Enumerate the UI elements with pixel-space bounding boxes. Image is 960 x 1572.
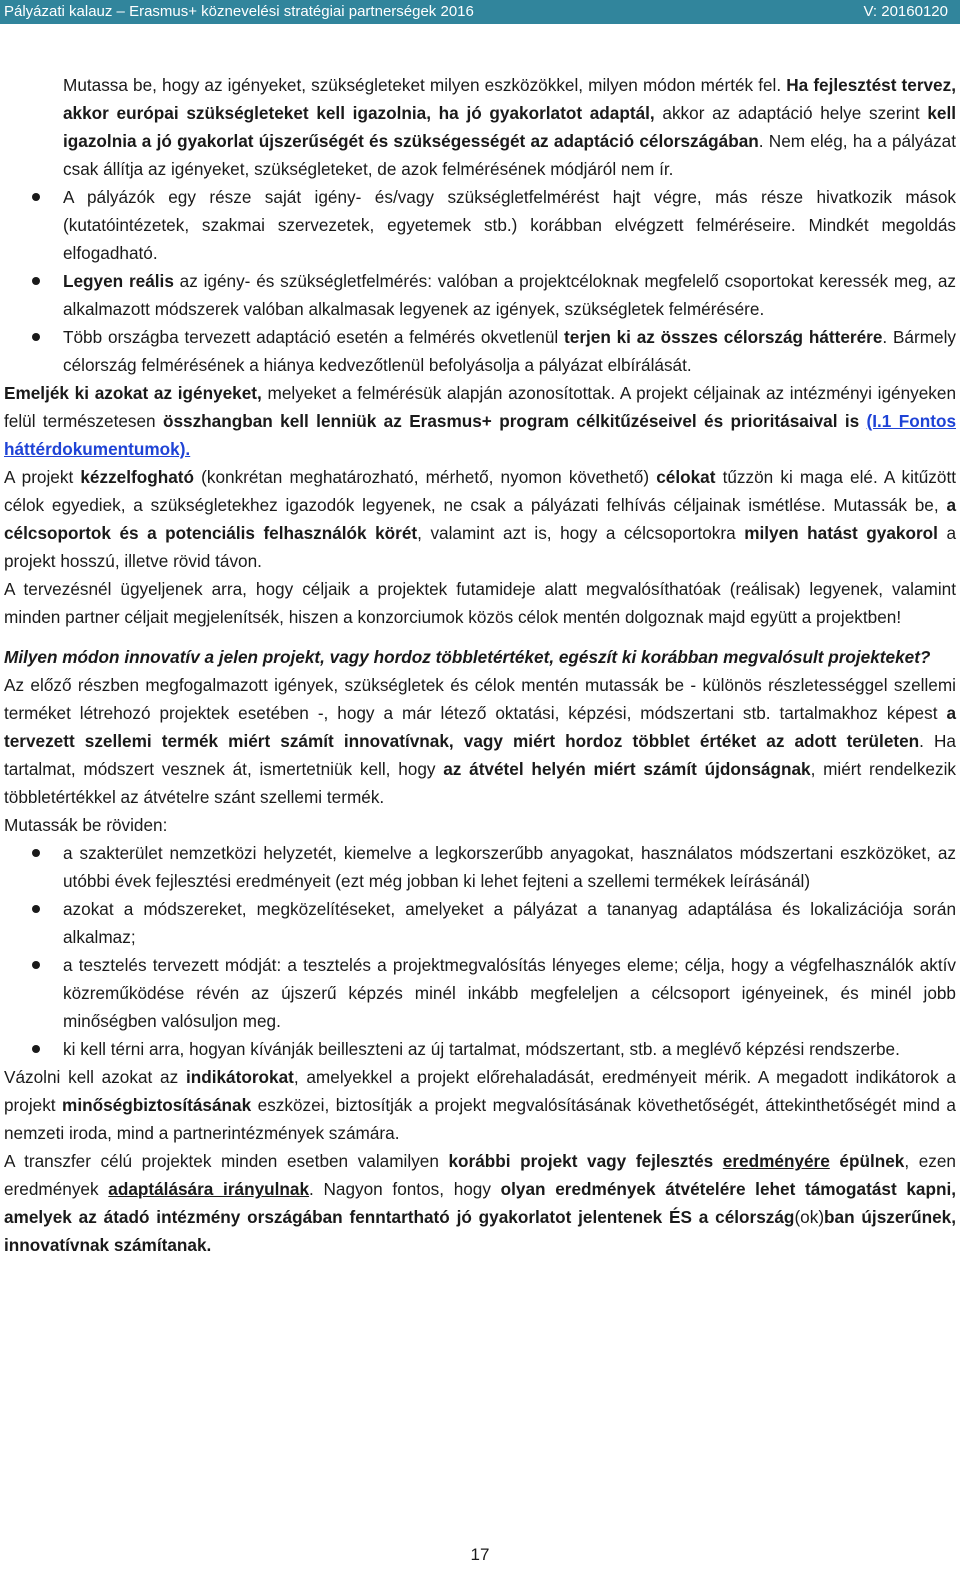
paragraph-indicators: Vázolni kell azokat az indikátorokat, amelyekkel a projekt előrehaladását, eredményeit mérik. A megadott indikátorok a projekt minőségbiztosításának eszközei, biztosítják a projekt megvalósításának követhetőségét, áttekinthetőségét mind a nemzeti iroda, mind a partnerintézmények számára. (4, 1067, 956, 1143)
innovation-bullet-list (4, 839, 956, 1063)
page-header (0, 0, 960, 24)
section-question-heading: Milyen módon innovatív a jelen projekt, vagy hordoz többletértéket, egészít ki korábban megvalósult projekteket? (4, 647, 931, 667)
paragraph-innovation: Az előző részben megfogalmazott igények, szükségletek és célok mentén mutassák be - különös részletességgel szellemi terméket létrehozó projektek esetében -, hogy a már létező oktatási, képzési, módszertani stb. tartalmakhoz képest a tervezett szellemi termék miért számít innovatívnak, vagy miért hordoz többlet értéket az adott területen. Ha tartalmat, módszert vesznek át, ismertetniük kell, hogy az átvétel helyén miért számít újdonságnak, miért rendelkezik többletértékkel az átvételre szánt szellemi termék. (4, 675, 956, 807)
list-item: a szakterület nemzetközi helyzetét, kiemelve a legkorszerűbb anyagokat, használatos módszertani eszközöket, az utóbbi évek fejlesztési eredményeit (ezt még jobban ki lehet fejteni a szellemi termékek leírásánál) (4, 839, 956, 895)
document-body (4, 71, 956, 1259)
list-item: A pályázók egy része saját igény- és/vagy szükségletfelmérést hajt végre, más része hivatkozik mások (kutatóintézetek, szakmai szervezetek, egyetemek stb.) korábban elvégzett felméréseire. Mindkét megoldás elfogadható. (4, 183, 956, 267)
list-item: azokat a módszereket, megközelítéseket, amelyeket a pályázat a tananyag adaptálása és lokalizációja során alkalmaz; (4, 895, 956, 951)
paragraph-planning: A tervezésnél ügyeljenek arra, hogy céljaik a projektek futamideje alatt megvalósíthatóak (reálisak) legyenek, valamint minden partner céljait megjelenítsék, hiszen a konzorciumok közös célok mentén dolgoznak majd együtt a projektben! (4, 579, 956, 627)
paragraph-assessment-method: Mutassa be, hogy az igényeket, szükségleteket milyen eszközökkel, milyen módon mérték fel. Ha fejlesztést tervez, akkor európai szükségleteket kell igazolnia, ha jó gyakorlatot adaptál, akkor az adaptáció helye szerint kell igazolnia a jó gyakorlat újszerűségét és szükségességét az adaptáció célországában. Nem elég, ha a pályázat csak állítja az igényeket, szükségleteket, de azok felmérésének módjáról nem ír. (63, 75, 956, 179)
background-documents-link[interactable]: (I.1 Fontos háttérdokumentumok). (4, 411, 956, 459)
paragraph-objectives: A projekt kézzelfogható (konkrétan meghatározható, mérhető, nyomon követhető) célokat tűzzön ki maga elé. A kitűzött célok egyediek, a szükségletekhez igazodók legyenek, ne csak a pályázati felhívás céljainak ismétlése. Mutassák be, a célcsoportok és a potenciális felhasználók körét, valamint azt is, hogy a célcsoportokra milyen hatást gyakorol a projekt hosszú, illetve rövid távon. (4, 467, 957, 571)
paragraph-needs: Emeljék ki azokat az igényeket, melyeket a felmérésük alapján azonosítottak. A projekt céljainak az intézményi igényeken felül természetesen összhangban kell lenniük az Erasmus+ program célkitűzéseivel és prioritásaival is (I.1 Fontos háttérdokumentumok). (4, 383, 956, 459)
list-item: a tesztelés tervezett módját: a tesztelés a projektmegvalósítás lényeges eleme; célja, hogy a végfelhasználók aktív közreműködése révén az újszerű képzés minél inkább megfeleljen a célcsoport igényeinek, és minél jobb minőségben valósuljon meg. (4, 951, 956, 1035)
page-number: 17 (470, 1545, 490, 1564)
paragraph-briefly: Mutassák be röviden: (4, 815, 168, 835)
list-item: Több országba tervezett adaptáció esetén a felmérés okvetlenül terjen ki az összes célország hátterére. Bármely célország felmérésének a hiánya kedvezőtlenül befolyásolja a pályázat elbírálását. (4, 323, 956, 379)
paragraph-transfer: A transzfer célú projektek minden esetben valamilyen korábbi projekt vagy fejlesztés eredményére épülnek, ezen eredmények adaptálására irányulnak. Nagyon fontos, hogy olyan eredmények átvételére lehet támogatást kapni, amelyek az átadó intézmény országában fenntartható jó gyakorlatot jelentenek ÉS a célország(ok)ban újszerűnek, innovatívnak számítanak. (4, 1151, 957, 1255)
list-item: ki kell térni arra, hogyan kívánják beilleszteni az új tartalmat, módszertant, stb. a meglévő képzési rendszerbe. (4, 1035, 956, 1063)
list-item: Legyen reális az igény- és szükségletfelmérés: valóban a projektcéloknak megfelelő csoportokat keressék meg, az alkalmazott módszerek valóban alkalmasak legyenek az igények, szükségletek felmérésére. (4, 267, 956, 323)
header-title: Pályázati kalauz – Erasmus+ köznevelési stratégiai partnerségek 2016 (4, 3, 474, 20)
header-version: V: 20160120 (863, 3, 948, 20)
assessment-bullet-list (4, 183, 956, 379)
